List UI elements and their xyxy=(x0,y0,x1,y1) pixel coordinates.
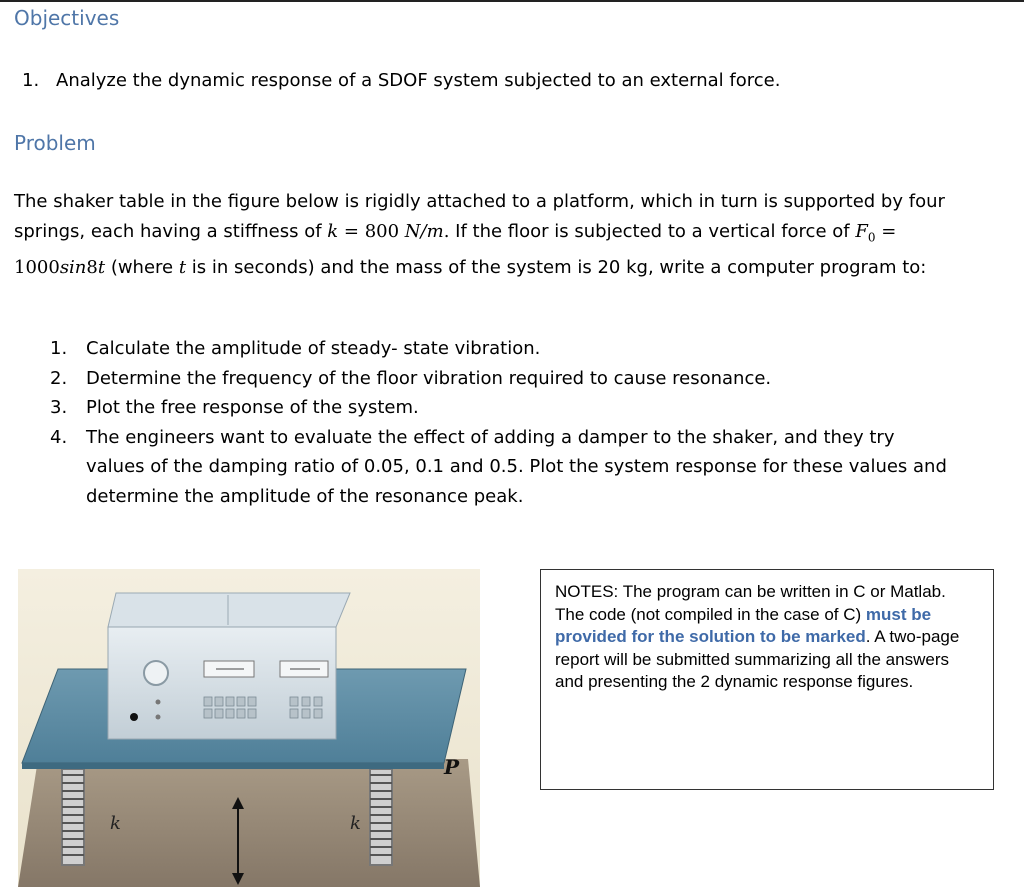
spring-label-left: k xyxy=(110,813,121,834)
list-item xyxy=(50,393,950,423)
shaker-table-figure xyxy=(18,569,480,887)
shaker-top xyxy=(108,593,350,627)
task-number: 2. xyxy=(50,367,68,389)
problem-text-4: is in seconds) and the mass of the system is 20 kg, write a computer program to: xyxy=(186,256,927,278)
notes-emphasis: must be provided for the solution to be marked xyxy=(555,604,932,646)
math-8: 8 xyxy=(86,256,98,278)
problem-heading: Problem xyxy=(14,131,96,155)
dial-icon xyxy=(144,661,168,685)
list-item xyxy=(50,364,950,394)
task-number: 3. xyxy=(50,397,68,418)
floor-block xyxy=(18,759,480,887)
top-rule xyxy=(0,0,1024,2)
spring-right xyxy=(370,769,392,865)
notes-text-2: . A two-page report will be submitted summarizing all the answers and presenting the 2 dynamic response figures. xyxy=(555,627,960,691)
task-list xyxy=(50,334,950,511)
list-item xyxy=(50,334,950,364)
math-F: F xyxy=(855,220,868,242)
force-label: P xyxy=(444,755,460,779)
indicator-dot-small xyxy=(156,700,161,705)
task-text: The engineers want to evaluate the effect of adding a damper to the shaker, and they try values of the damping ratio of 0.05, 0.1 and 0.5. Plot the system response for these values and determine the amplitude of the resonance peak. xyxy=(86,426,947,507)
task-text: Plot the free response of the system. xyxy=(86,397,419,418)
objective-item xyxy=(22,66,780,96)
math-t: t xyxy=(97,256,106,278)
objective-text: Analyze the dynamic response of a SDOF system subjected to an external force. xyxy=(56,70,781,91)
task-text: Calculate the amplitude of steady- state vibration. xyxy=(86,338,541,359)
problem-text-1: The shaker table in the figure below is rigidly attached to a platform, which in turn is supported by four springs, each having a stiffness of xyxy=(14,191,945,242)
task-text: Determine the frequency of the floor vibration required to cause resonance. xyxy=(86,367,772,389)
indicator-dot xyxy=(130,713,138,721)
problem-text-2: If the floor is subjected to a vertical force of xyxy=(449,220,856,242)
shaker-body xyxy=(108,627,336,739)
math-800: = 800 xyxy=(338,220,405,242)
problem-text-3: (where xyxy=(105,256,179,278)
notes-box xyxy=(540,569,994,790)
platform-edge xyxy=(22,763,444,769)
math-units: N/m xyxy=(404,220,444,242)
notes-text-1: NOTES: The program can be written in C or Matlab. The code (not compiled in the case of C) xyxy=(555,582,946,624)
list-item xyxy=(50,423,950,512)
math-t-2: t xyxy=(178,256,187,278)
spring-left xyxy=(62,769,84,865)
indicator-dot-small xyxy=(156,715,161,720)
math-sub-0: 0 xyxy=(867,230,876,245)
math-period: . xyxy=(443,220,450,242)
task-number: 4. xyxy=(50,426,68,448)
spring-label-right: k xyxy=(350,813,361,834)
objective-number: 1. xyxy=(22,70,40,91)
math-sin: sin xyxy=(59,256,87,278)
objectives-heading: Objectives xyxy=(14,6,120,30)
task-number: 1. xyxy=(50,338,68,359)
problem-statement xyxy=(14,187,974,282)
math-1000: = 1000 xyxy=(14,220,897,278)
math-k: k xyxy=(327,220,339,242)
